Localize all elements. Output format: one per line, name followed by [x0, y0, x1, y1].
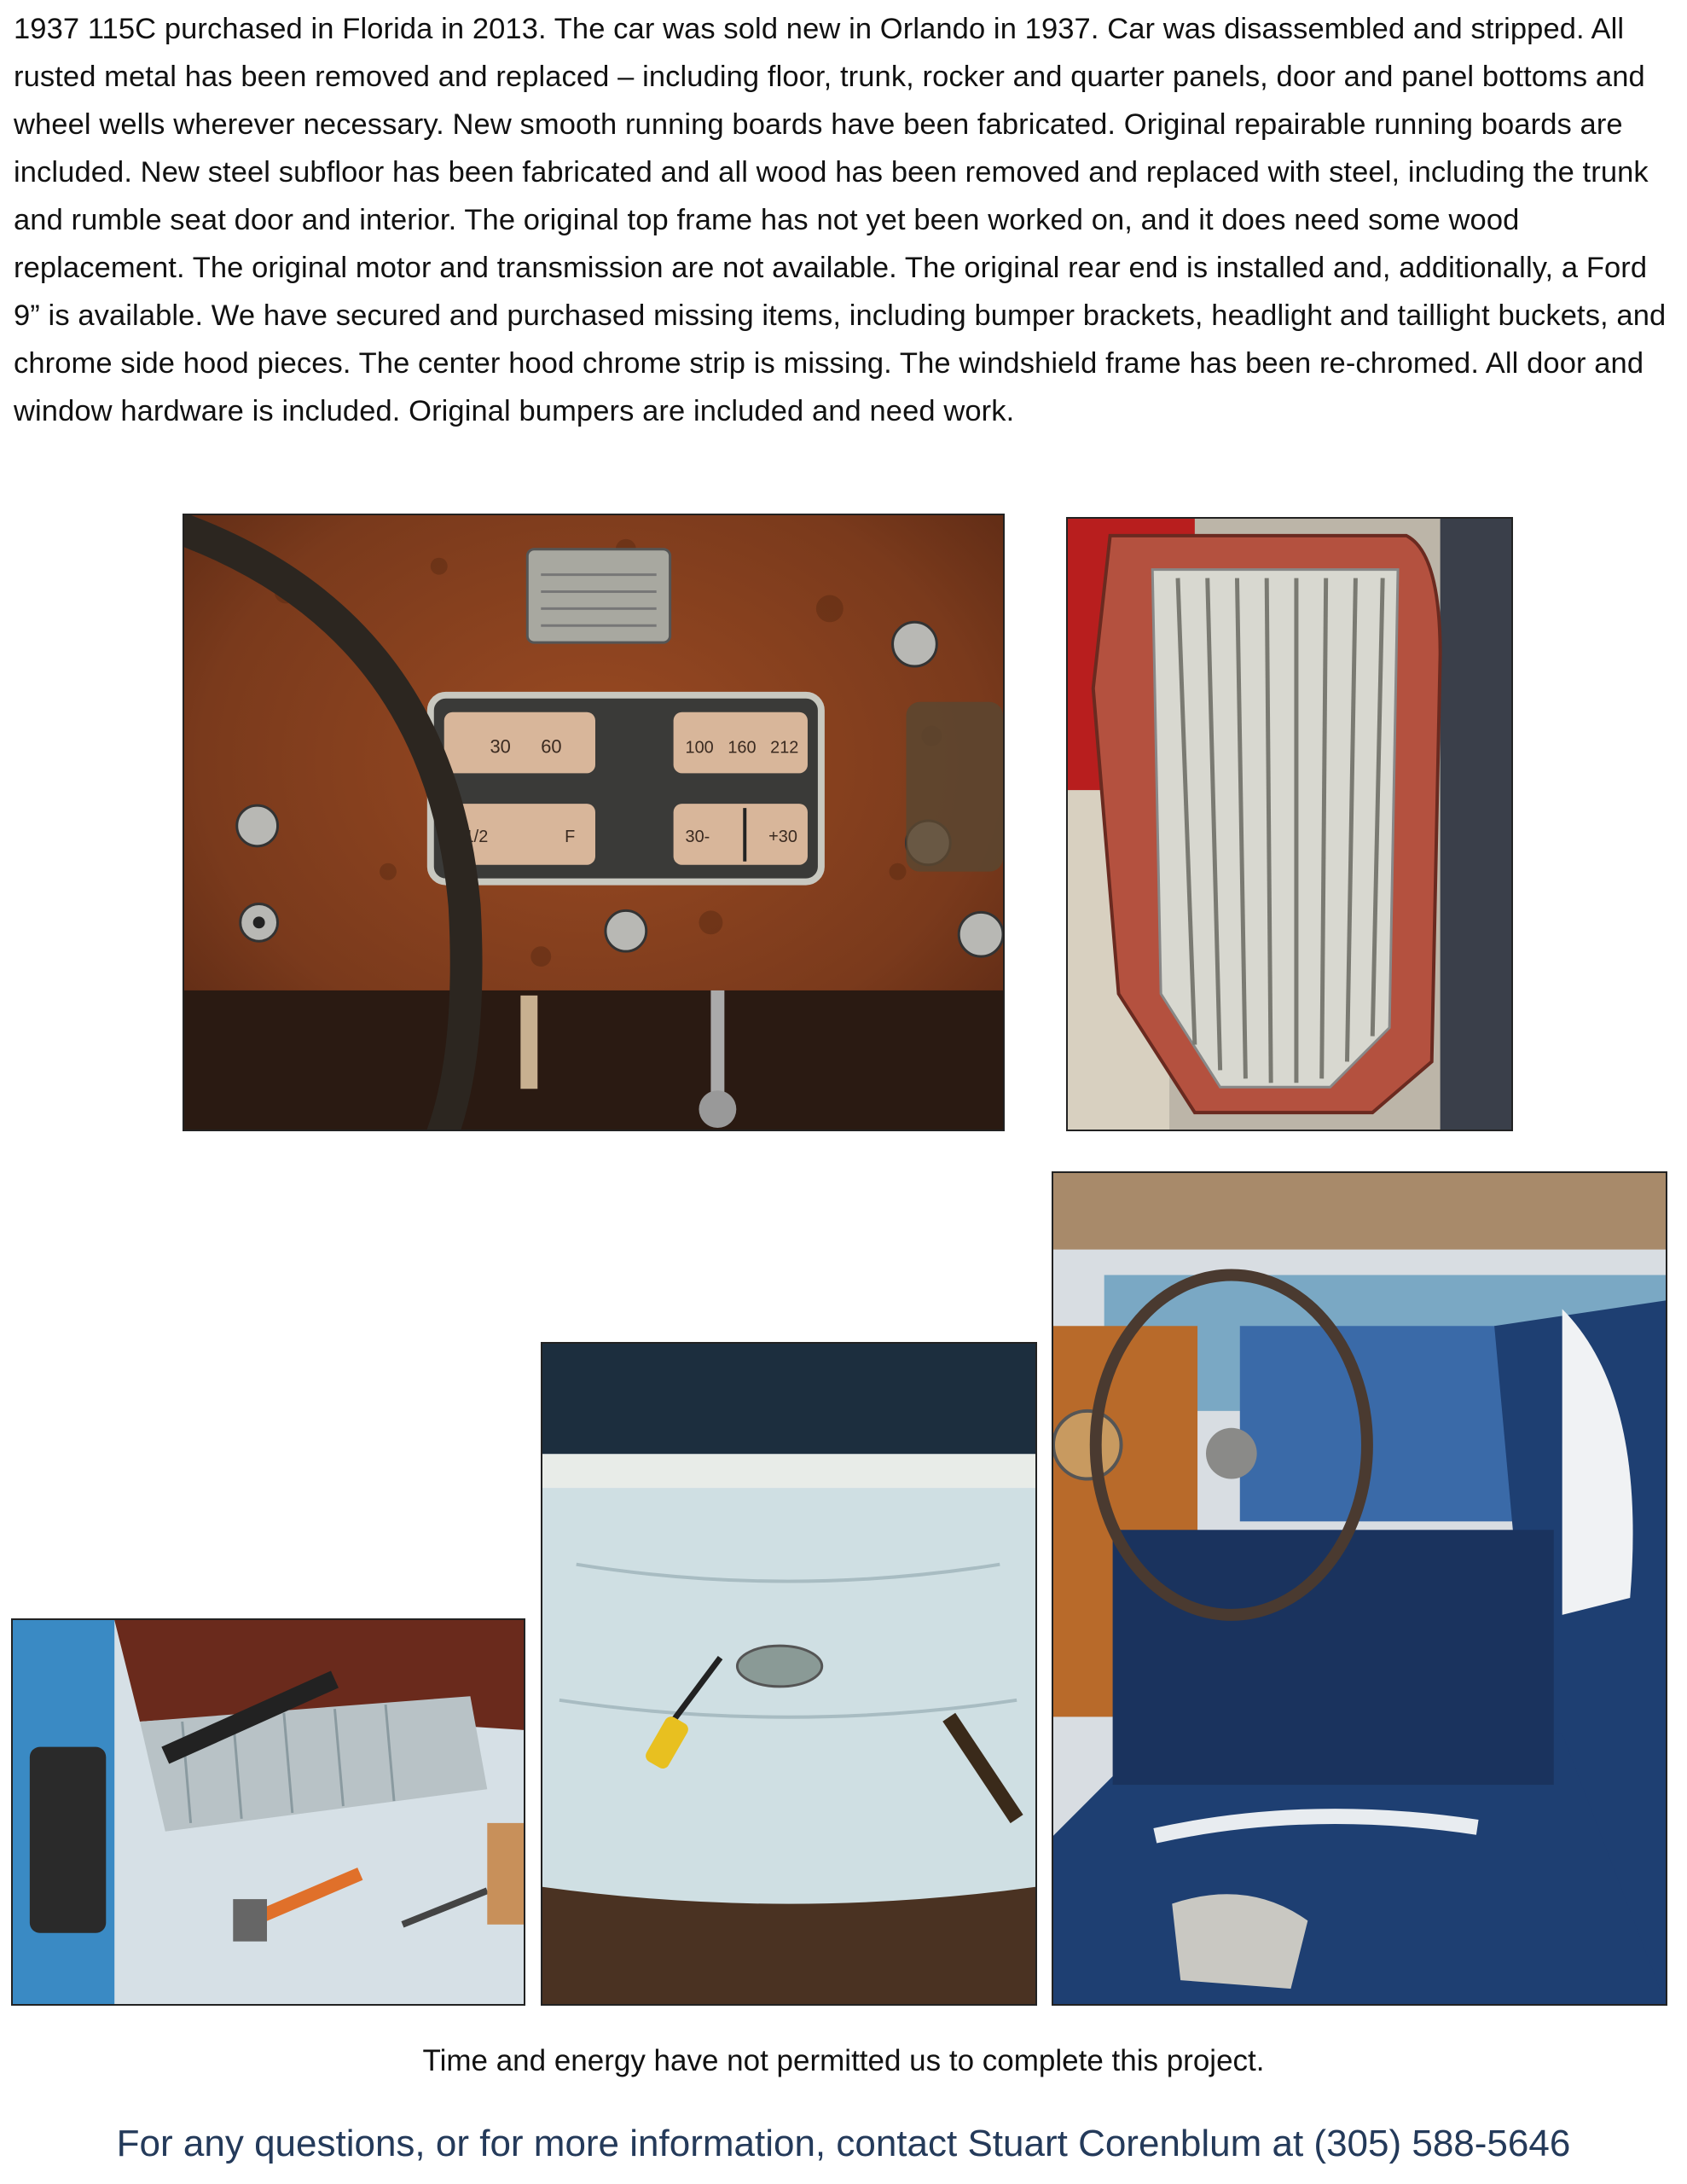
fuel-label-full: F: [565, 827, 576, 846]
amp-label-plus: +30: [768, 827, 797, 846]
amp-label-minus: 30-: [685, 827, 710, 846]
intro-paragraph: 1937 115C purchased in Florida in 2013. The car was sold new in Orlando in 1937. Car was disassembled and stripped. All rusted metal has been removed and replaced – including floor, trunk, rocker and quarter panels, door and panel bottoms and wheel wells wherever necessary. New smooth running boards have been fabricated. Original repairable running boards are included. New steel subfloor has been fabricated and all wood has been removed and replaced with steel, including the trunk and rumble seat door and interior. The original top frame has not yet been worked on, and it does need some wood replacement. The original motor and transmission are not available. The original rear end is installed and, additionally, a Ford 9” is available. We have secured and purchased missing items, including bumper brackets, headlight and taillight buckets, and chrome side hood pieces. The center hood chrome strip is missing. The windshield frame has been re-chromed. All door and window hardware is included. Original bumpers are included and need work.: [14, 13, 1667, 427]
fuel-label-half: 1/2: [464, 827, 489, 846]
floor-panel-photo: [541, 1342, 1037, 2006]
speedo-label-30: 30: [490, 735, 511, 758]
temp-label-100: 100: [685, 738, 714, 758]
interior-seat-photo: [1052, 1171, 1667, 2006]
temp-label-160: 160: [728, 738, 757, 758]
dashboard-photo: [183, 514, 1005, 1131]
floor-pan-tools-photo: [11, 1618, 525, 2006]
grille-photo: [1066, 517, 1513, 1131]
contact-line: For any questions, or for more information, contact Stuart Corenblum at (305) 588-5646: [116, 2123, 1571, 2164]
speedo-label-60: 60: [541, 735, 562, 758]
footer-note: Time and energy have not permitted us to complete this project.: [422, 2044, 1265, 2077]
temp-label-212: 212: [770, 738, 799, 758]
